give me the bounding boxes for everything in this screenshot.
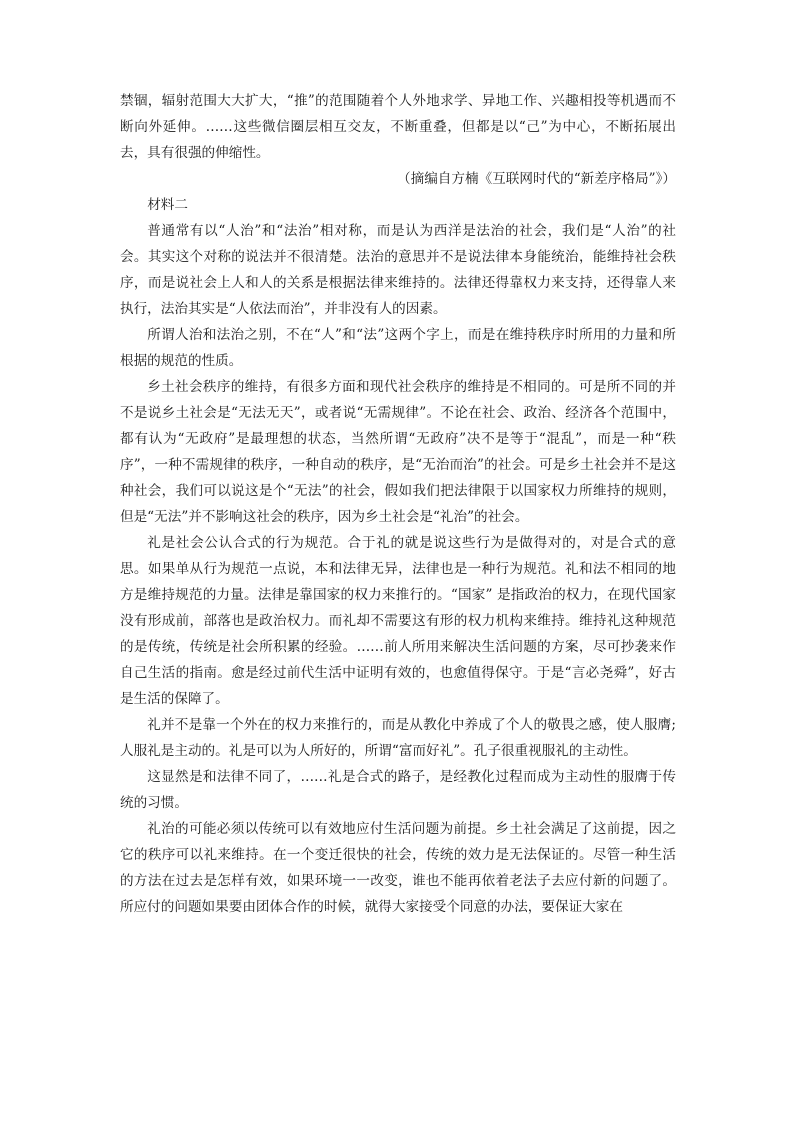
paragraph-6: 这显然是和法律不同了，……礼是合式的路子，是经教化过程而成为主动性的服膺于传统的习惯。 <box>120 769 676 811</box>
document-page <box>120 88 676 920</box>
paragraph-4: 礼是社会公认合式的行为规范。合于礼的就是说这些行为是做得对的，对是合式的意思。如果单从行为规范一点说，本和法律无异，法律也是一种行为规范。礼和法不相同的地方是维持规范的力量。法律是靠国家的权力来推行的。“国家” 是指政治的权力，在现代国家没有形成前，部落也是政治权力。而礼却不需要这有形的权力机构来维持。维持礼这种规范的是传统，传统是社会所积累的经验。……前人所用来解决生活问题的方案，尽可抄袭来作自己生活的指南。愈是经过前代生活中证明有效的，也愈值得保守。于是“言必尧舜”，好古是生活的保障了。 <box>120 535 676 707</box>
source-citation: （摘编自方楠《互联网时代的“新差序格局”》） <box>397 171 676 187</box>
paragraph-7: 礼治的可能必须以传统可以有效地应付生活问题为前提。乡土社会满足了这前提，因之它的秩序可以礼来维持。在一个变迁很快的社会，传统的效力是无法保证的。尽管一种生活的方法在过去是怎样有效，如果环境一一改变，谁也不能再依着老法子去应付新的问题了。所应付的问题如果要由团体合作的时候，就得大家接受个同意的办法，要保证大家在 <box>120 821 676 915</box>
paragraph-1: 普通常有以“人治”和“法治”相对称，而是认为西洋是法治的社会，我们是“人治”的社会。其实这个对称的说法并不很清楚。法治的意思并不是说法律本身能统治，能维持社会秩序，而是说社会上人和人的关系是根据法律来维持的。法律还得靠权力来支持，还得靠人来执行，法治其实是“人依法而治”，并非没有人的因素。 <box>120 223 676 317</box>
paragraph-continued: 禁锢，辐射范围大大扩大，“推”的范围随着个人外地求学、异地工作、兴趣相投等机遇而不断向外延伸。……这些微信圈层相互交友，不断重叠，但都是以“己”为中心，不断拓展出去，具有很强的伸缩性。 <box>120 93 676 161</box>
paragraph-3: 乡土社会秩序的维持，有很多方面和现代社会秩序的维持是不相同的。可是所不同的并不是说乡土社会是“无法无天”，或者说“无需规律”。不论在社会、政治、经济各个范围中，都有认为“无政府”是最理想的状态，当然所谓“无政府”决不是等于“混乱”，而是一种“秩序”，一种不需规律的秩序，一种自动的秩序，是“无治而治”的社会。可是乡土社会并不是这种社会，我们可以说这是个“无法”的社会，假如我们把法律限于以国家权力所维持的规则，但是“无法”并不影响这社会的秩序，因为乡土社会是“礼治”的社会。 <box>120 379 676 525</box>
section-heading-material-2: 材料二 <box>147 197 188 213</box>
paragraph-5: 礼并不是靠一个外在的权力来推行的，而是从教化中养成了个人的敬畏之感，使人服膺;人服礼是主动的。礼是可以为人所好的，所谓“富而好礼”。孔子很重视服礼的主动性。 <box>120 717 676 759</box>
paragraph-2: 所谓人治和法治之别，不在“人”和“法”这两个字上，而是在维持秩序时所用的力量和所根据的规范的性质。 <box>120 327 676 369</box>
